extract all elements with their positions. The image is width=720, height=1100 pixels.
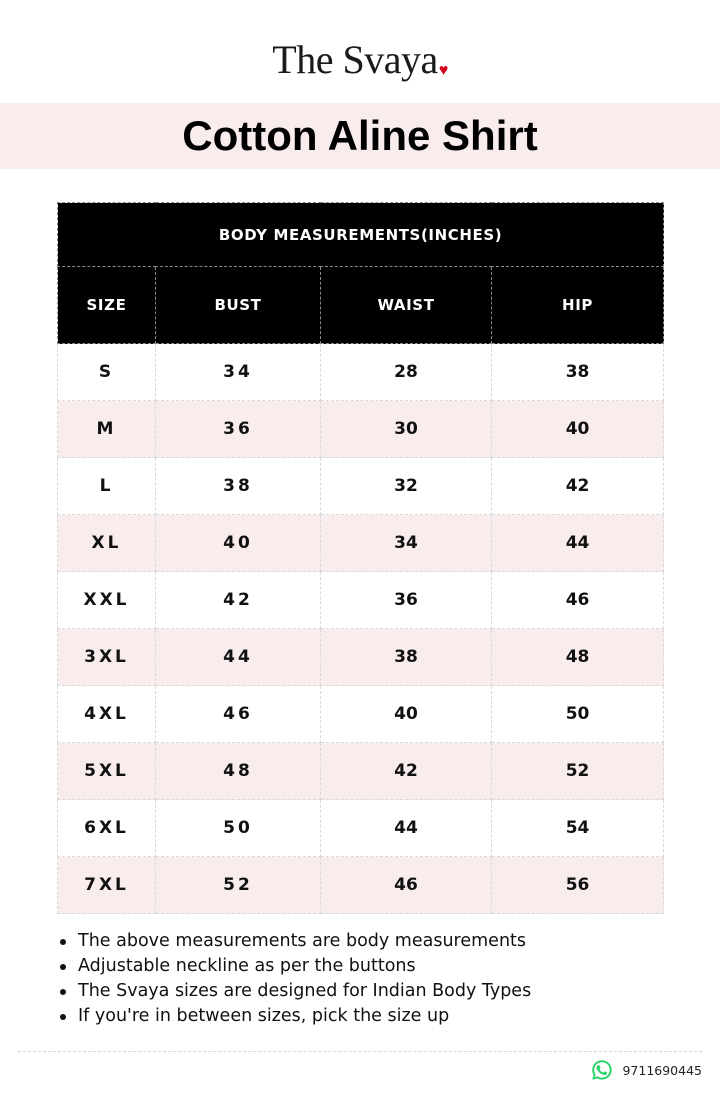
brand-logo (0, 36, 720, 83)
contact-info (590, 1058, 702, 1082)
waist-cell: 30 (321, 401, 492, 458)
waist-cell: 32 (321, 458, 492, 515)
table-row (58, 344, 664, 401)
page-title: Cotton Aline Shirt (182, 112, 538, 159)
waist-cell: 40 (321, 686, 492, 743)
waist-cell: 42 (321, 743, 492, 800)
bust-cell: 46 (156, 686, 321, 743)
hip-cell: 54 (492, 800, 664, 857)
waist-cell: 34 (321, 515, 492, 572)
footer-divider (18, 1051, 702, 1052)
bust-cell: 38 (156, 458, 321, 515)
waist-cell: 36 (321, 572, 492, 629)
waist-cell: 46 (321, 857, 492, 914)
bust-cell: 34 (156, 344, 321, 401)
waist-cell: 44 (321, 800, 492, 857)
bust-cell: 52 (156, 857, 321, 914)
size-cell: 3XL (58, 629, 156, 686)
size-cell: XL (58, 515, 156, 572)
hip-cell: 44 (492, 515, 664, 572)
heart-icon: ♥ (438, 62, 448, 79)
size-chart-table (57, 202, 664, 914)
size-cell: 4XL (58, 686, 156, 743)
table-row (58, 857, 664, 914)
waist-cell: 28 (321, 344, 492, 401)
size-cell: L (58, 458, 156, 515)
column-header-size: SIZE (58, 267, 156, 344)
size-cell: XXL (58, 572, 156, 629)
whatsapp-icon[interactable] (590, 1058, 614, 1082)
bust-cell: 44 (156, 629, 321, 686)
size-cell: S (58, 344, 156, 401)
notes-list (78, 929, 531, 1029)
table-row (58, 686, 664, 743)
bust-cell: 36 (156, 401, 321, 458)
hip-cell: 50 (492, 686, 664, 743)
hip-cell: 48 (492, 629, 664, 686)
size-cell: 6XL (58, 800, 156, 857)
hip-cell: 56 (492, 857, 664, 914)
column-header-hip: HIP (492, 267, 664, 344)
column-header-waist: WAIST (321, 267, 492, 344)
bust-cell: 48 (156, 743, 321, 800)
table-row (58, 515, 664, 572)
list-item: If you're in between sizes, pick the size up (78, 1004, 531, 1029)
list-item: Adjustable neckline as per the buttons (78, 954, 531, 979)
list-item: The above measurements are body measurements (78, 929, 531, 954)
table-row (58, 401, 664, 458)
table-header-title: BODY MEASUREMENTS(INCHES) (58, 203, 664, 267)
hip-cell: 42 (492, 458, 664, 515)
table-row (58, 458, 664, 515)
table-row (58, 800, 664, 857)
table-row (58, 629, 664, 686)
brand-name: The Svaya (272, 37, 438, 82)
list-item: The Svaya sizes are designed for Indian Body Types (78, 979, 531, 1004)
hip-cell: 46 (492, 572, 664, 629)
waist-cell: 38 (321, 629, 492, 686)
table-row (58, 743, 664, 800)
hip-cell: 40 (492, 401, 664, 458)
size-cell: M (58, 401, 156, 458)
hip-cell: 52 (492, 743, 664, 800)
hip-cell: 38 (492, 344, 664, 401)
title-band (0, 103, 720, 169)
phone-number[interactable]: 9711690445 (622, 1062, 702, 1078)
bust-cell: 42 (156, 572, 321, 629)
bust-cell: 40 (156, 515, 321, 572)
table-row (58, 572, 664, 629)
column-header-bust: BUST (156, 267, 321, 344)
size-cell: 7XL (58, 857, 156, 914)
bust-cell: 50 (156, 800, 321, 857)
size-cell: 5XL (58, 743, 156, 800)
